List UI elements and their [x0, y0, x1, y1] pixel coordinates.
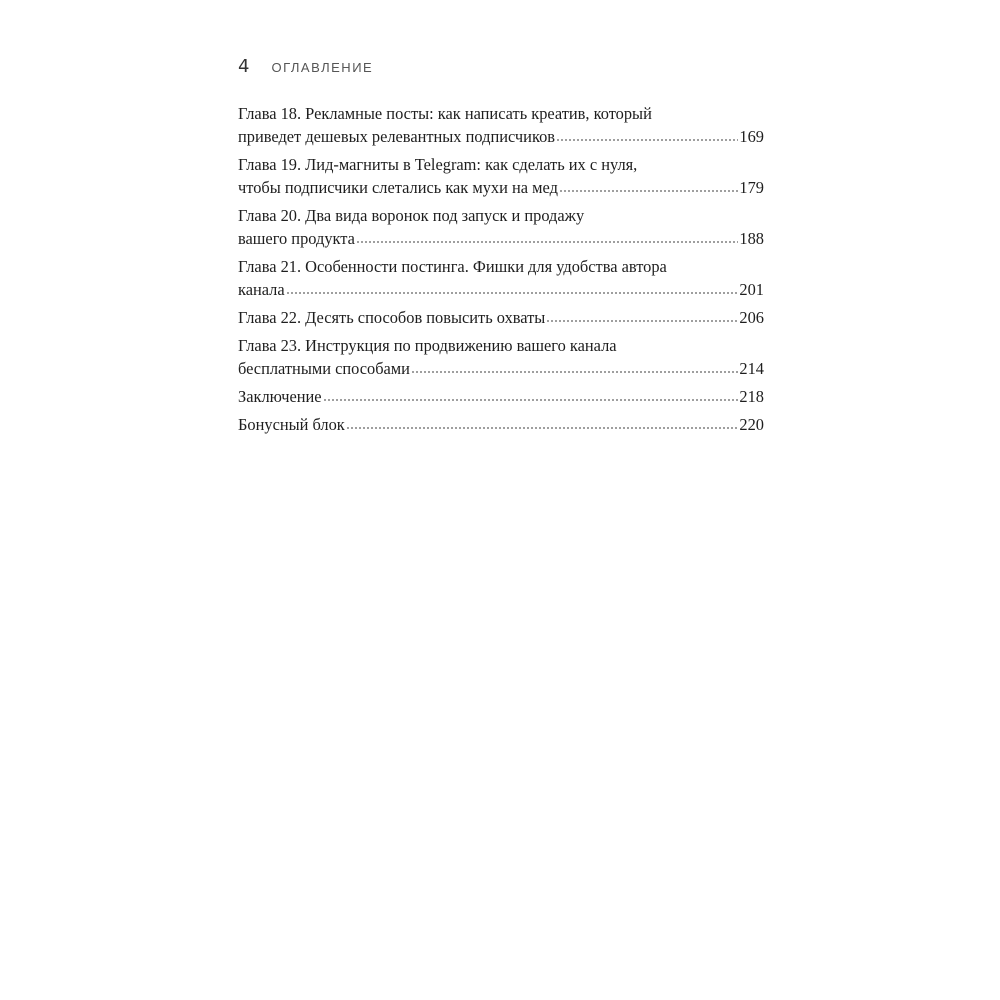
page-number: 4 [238, 56, 250, 77]
dot-leader [346, 426, 739, 430]
toc-page-number: 206 [739, 308, 764, 327]
toc-entry-title-line2: чтобы подписчики слетались как мухи на мед [238, 178, 558, 197]
toc-entry-title: Бонусный блок [238, 415, 345, 434]
toc-entry-chapter-20[interactable] [238, 204, 764, 250]
table-of-contents [238, 102, 764, 441]
toc-entry-title-line1: Глава 19. Лид-магниты в Telegram: как сделать их с нуля, [238, 155, 638, 174]
toc-entry-title-line1: Глава 23. Инструкция по продвижению вашего канала [238, 336, 617, 355]
toc-entry-last-line [238, 357, 764, 380]
toc-entry-title-line1: Глава 18. Рекламные посты: как написать креатив, который [238, 104, 652, 123]
toc-page-number: 218 [739, 387, 764, 406]
toc-page-number: 214 [739, 359, 764, 378]
toc-page-number: 188 [739, 229, 764, 248]
toc-page-number: 220 [739, 415, 764, 434]
toc-entry-title-line1: Глава 21. Особенности постинга. Фишки для удобства автора [238, 257, 667, 276]
dot-leader [546, 319, 738, 323]
toc-entry-title: Глава 22. Десять способов повысить охваты [238, 308, 546, 327]
toc-entry-last-line [238, 227, 764, 250]
toc-entry-last-line [238, 385, 764, 408]
toc-page-number: 201 [739, 280, 764, 299]
toc-entry-chapter-18[interactable] [238, 102, 764, 148]
toc-entry-title-line1: Глава 20. Два вида воронок под запуск и продажу [238, 206, 585, 225]
toc-page-number: 179 [739, 178, 764, 197]
dot-leader [556, 138, 738, 142]
dot-leader [286, 291, 739, 295]
toc-entry-last-line [238, 306, 764, 329]
dot-leader [356, 240, 738, 244]
running-head [238, 56, 373, 77]
toc-entry-last-line [238, 176, 764, 199]
dot-leader [323, 398, 739, 402]
toc-entry-bonus-block[interactable] [238, 413, 764, 436]
toc-entry-title-line2: вашего продукта [238, 229, 355, 248]
toc-entry-title-line2: бесплатными способами [238, 359, 410, 378]
toc-entry-last-line [238, 125, 764, 148]
toc-entry-title-line2: канала [238, 280, 285, 299]
toc-entry-chapter-22[interactable] [238, 306, 764, 329]
section-title: ОГЛАВЛЕНИЕ [271, 60, 374, 75]
toc-entry-chapter-19[interactable] [238, 153, 764, 199]
dot-leader [411, 370, 738, 374]
toc-page-number: 169 [739, 127, 764, 146]
toc-entry-conclusion[interactable] [238, 385, 764, 408]
toc-entry-chapter-21[interactable] [238, 255, 764, 301]
toc-entry-chapter-23[interactable] [238, 334, 764, 380]
toc-entry-title: Заключение [238, 387, 322, 406]
dot-leader [559, 189, 738, 193]
toc-entry-last-line [238, 413, 764, 436]
toc-entry-last-line [238, 278, 764, 301]
toc-entry-title-line2: приведет дешевых релевантных подписчиков [238, 127, 556, 146]
